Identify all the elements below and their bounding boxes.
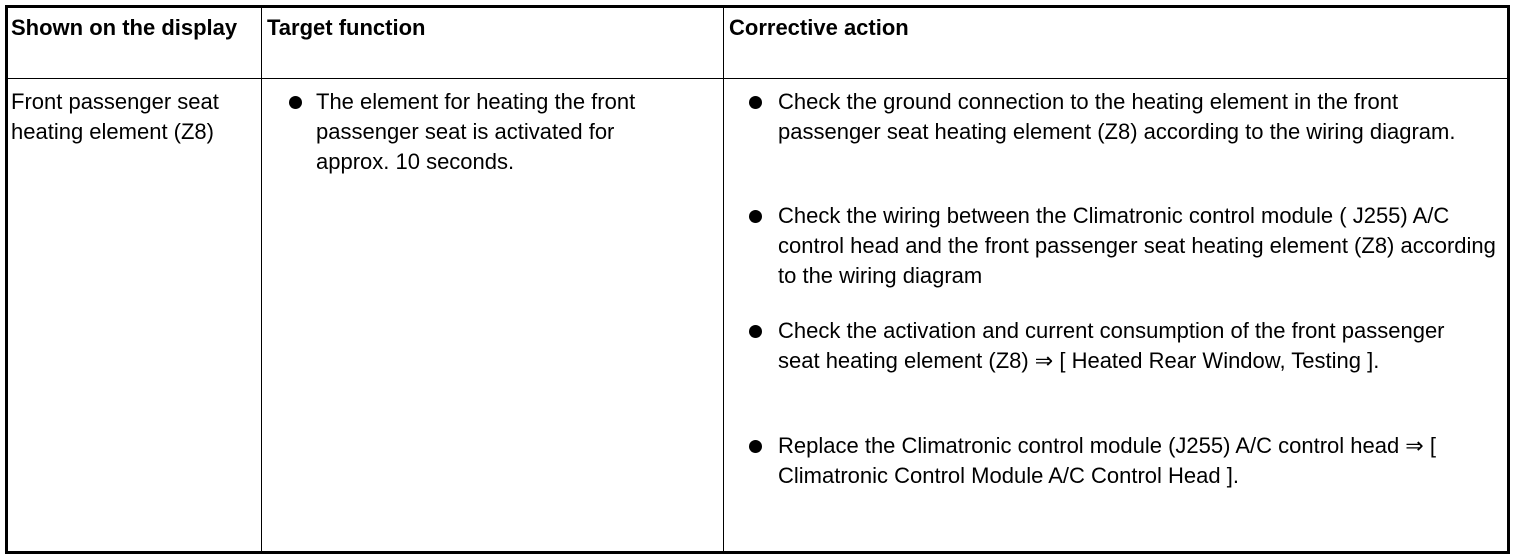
corrective-action-2: Check the wiring between the Climatronic control module ( J255) A/C control head and the front passenger seat heating element (Z8) according to the wiring diagram — [778, 203, 1496, 288]
bullet-icon — [749, 96, 762, 109]
column-divider-1 — [261, 8, 262, 551]
bullet-icon — [749, 325, 762, 338]
target-function-text: The element for heating the front passenger seat is activated for approx. 10 seconds. — [316, 89, 636, 174]
bullet-icon — [749, 440, 762, 453]
corrective-action-3: Check the activation and current consumption of the front passenger seat heating element (Z8) ⇒ [ Heated Rear Window, Testing ]. — [778, 318, 1445, 373]
corrective-action-4: Replace the Climatronic control module (J255) A/C control head ⇒ [ Climatronic Control Module A/C Control Head ]. — [778, 433, 1436, 488]
bullet-icon — [749, 210, 762, 223]
header-corrective-action: Corrective action — [729, 15, 909, 40]
corrective-action-1: Check the ground connection to the heating element in the front passenger seat heating element (Z8) according to the wiring diagram. — [778, 89, 1456, 144]
header-target-function: Target function — [267, 15, 426, 40]
header-divider — [8, 78, 1507, 79]
table-frame — [5, 5, 1510, 554]
header-shown-on-display: Shown on the display — [11, 15, 238, 40]
bullet-icon — [289, 96, 302, 109]
column-divider-2 — [723, 8, 724, 551]
cell-display-value: Front passenger seat heating element (Z8) — [11, 89, 219, 144]
